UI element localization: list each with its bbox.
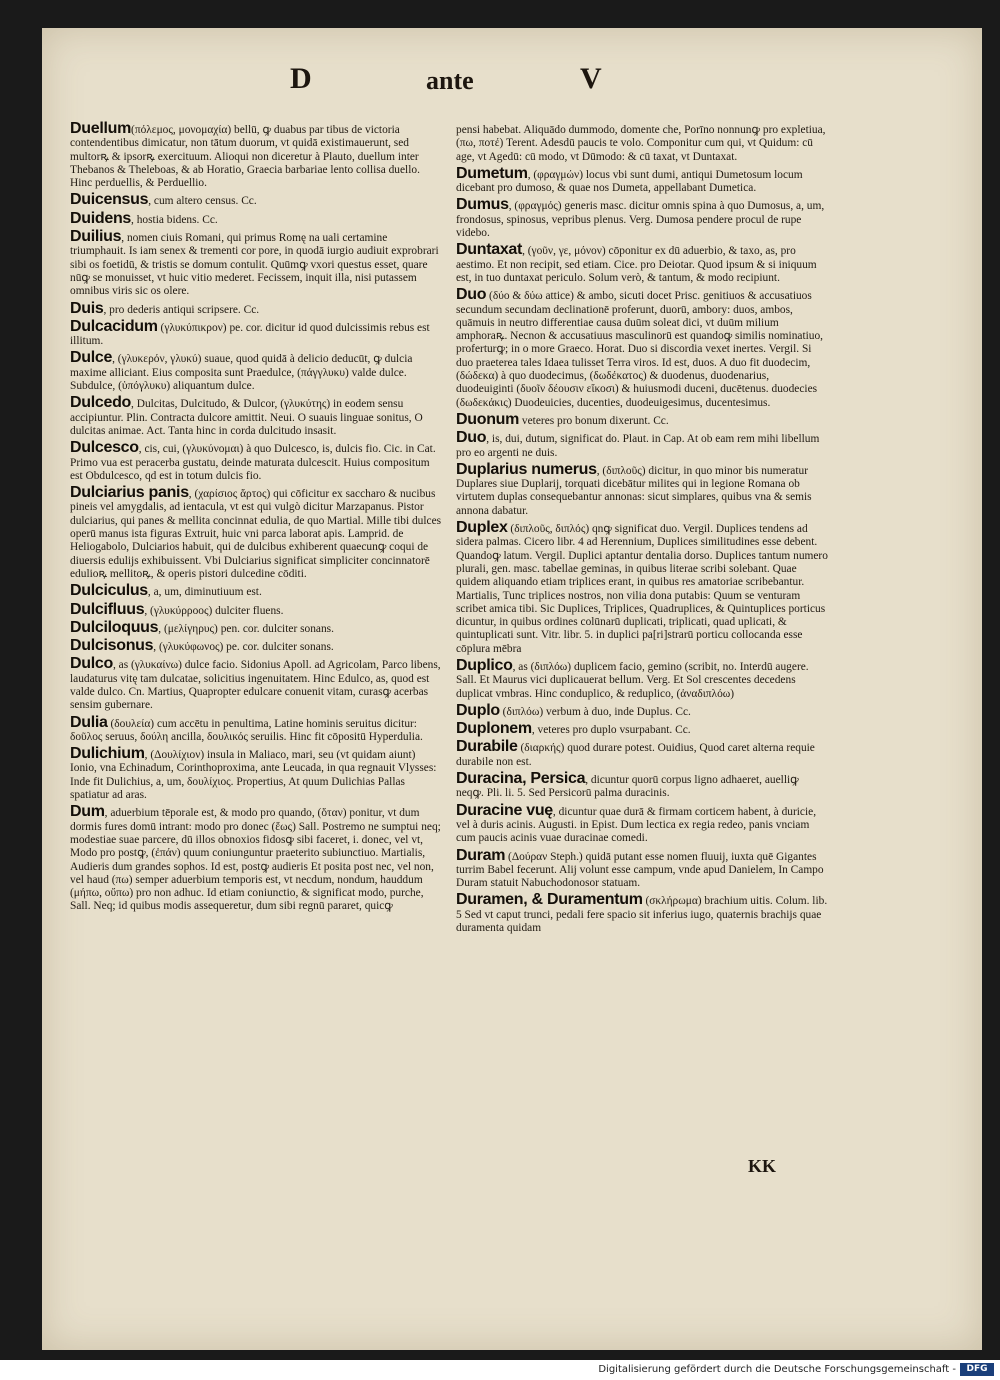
- entry-headword: Dulcacidum: [70, 317, 158, 335]
- entry-text: , cis, cui, (γλυκύνομαι) à quo Dulcesco, is, dulcis fio. Cic. in Cat. Primo vua est peracerba gustatu, deinde maturata dulcescit. Huius compositum est Obdulcesco, qd est in totum dulcis fio.: [70, 443, 436, 482]
- entry-headword: Dumetum: [456, 164, 528, 182]
- entry-text: (διπλόω) verbum à duo, inde Duplus. Cc.: [499, 705, 691, 718]
- entry-headword: Dulcedo: [70, 394, 132, 412]
- dictionary-entry: [70, 396, 442, 438]
- entry-headword: Dulciarius panis: [70, 484, 189, 502]
- right-column: [456, 122, 828, 938]
- dictionary-entry: [70, 317, 442, 349]
- entry-headword: Duo: [456, 286, 487, 304]
- dfg-logo: DFG: [960, 1363, 994, 1376]
- entry-text: , (χαρίσιος ἄρτος) qui cōficitur ex saccharo & nucibus pineis vel amygdalis, ad ientacula, vt est qui vulgò dicitur Marzapanus. Pistor dulciarius, qui panes & mellita concinnat edulia, de quo Martial. Mille tibi dulces operū manus ista figuras Extruit, huic vni parca laborat apis. Lamprid. de Heliogabolo, Dulciarios habuit, qui de dulcibus exhiberent quaecunꝙ coqui de diuersis edulijs exhibuissent. Vbi Dulciarius significat simpliciter concinnatorē edulioꝶ mellitoꝶ, & operis pistori dulcedine cōditi.: [70, 488, 442, 580]
- dictionary-entry: [456, 656, 828, 701]
- entry-headword: Duellum: [70, 120, 132, 137]
- entry-headword: Dulciculus: [70, 582, 148, 600]
- dictionary-entry: [456, 521, 828, 656]
- entry-headword: Duicensus: [70, 191, 149, 209]
- entry-text: pensi habebat. Aliquādo dummodo, domente che, Porīno nonnunꝙ pro expletiua, (πω, ποτέ) Terent. Adesdū paucis te volo. Componitur cum qui, vt Quidum: cū age, vt Agedū: cū modo, vt Dūmodo: & cū taxat, vt Duntaxat.: [456, 124, 826, 163]
- dictionary-entry: [456, 893, 828, 935]
- entry-headword: Dum: [70, 803, 105, 821]
- entry-headword: Durabile: [456, 738, 518, 756]
- dictionary-entry: [70, 209, 442, 227]
- dictionary-entry: [70, 618, 442, 636]
- running-head-middle: ante: [426, 66, 474, 95]
- entry-text: (διπλοῦς, διπλός) qnꝙ significat duo. Vergil. Duplices tendens ad sidera palmas. Cicero libr. 4 ad Herennium, Duplices similitudines esse debent. Quandoꝙ latum. Vergil. Duplici aptantur dentalia dorso. Duplices tantum numero plurali, gen. masc. tabellae geminas, in quibus literae scribi solebant. Quae quidem aliquando etiam triplices erant, in quibus res amatoriae scribebantur. Martialis, Tunc triplices nostros, non vilia dona putabis: Quum se venturam scribet amica tibi. Sic Duplices, Triplices, Quadruplices, & Quintuplices porticus dicuntur, in quibus ordines colūnarū duplicati, triplicati, quad uplicati, & quintuplicati sunt. Vitr. libr. 5. in duplici pa[ri]strarū porticu collocanda esse cōplura mēbra: [456, 523, 828, 655]
- entry-text: , aduerbium tēporale est, & modo pro quando, (ὅταν) ponitur, vt dum dormis fures domū intrant: modo pro donec (ἕως) Sall. Postremo ne sumptui neq; modestiae suae parcere, dū illos obnoxios fidosꝙ sibi faceret, i. donec, vel vt, Modo pro postꝙ, (ἐπάν) quum coniunguntur praeterito subiunctiuo. Martialis, Audieris dum grandes sophos. Id est, postꝙ audieris Et posita post nec, vel non, vel haud (πω) semper aduerbium temporis est, vt necdum, nondum, hauddum (μήπω, οὔπω) pro non adhuc. Id etiam coniunctio, & significat modo, purche, Sall. Neq; id quibus modis assequeretur, dum sibi regnū pararet, quicꝙ: [70, 807, 441, 913]
- entry-text: (Δούραν Steph.) quidā putant esse nomen fluuij, iuxta quē Gigantes turrim Babel fecerunt. Alij volunt esse campum, vnde apud Danielem, In Campo Duram statuit Nabuchodonosor statuam.: [456, 850, 824, 890]
- entry-text: veteres pro bonum dixerunt. Cc.: [519, 414, 669, 427]
- entry-headword: Duplo: [456, 701, 500, 719]
- dictionary-entry: [70, 193, 442, 208]
- dictionary-entry: [456, 846, 828, 891]
- entry-text: , (φραγμών) locus vbi sunt dumi, antiqui Dumetosum locum dicebant pro dumoso, & quae nos Dumeta, appellabant Dumetica.: [456, 168, 803, 195]
- dictionary-entry: [456, 460, 828, 518]
- entry-headword: Duplarius numerus: [456, 460, 597, 478]
- dictionary-entry: [70, 639, 442, 654]
- left-column: [70, 122, 442, 917]
- entry-headword: Duplex: [456, 519, 508, 537]
- dictionary-entry: [70, 441, 442, 483]
- entry-headword: Duo: [456, 429, 487, 447]
- entry-headword: Dulcesco: [70, 439, 139, 457]
- dictionary-entry: [456, 701, 828, 719]
- dictionary-entry: [70, 747, 442, 802]
- entry-headword: Dulce: [70, 349, 113, 367]
- entry-text: (δύο & δύω attice) & ambo, sicuti docet Prisc. genitiuos & accusatiuos secundum secundam declinationē proferunt, duorū, ambory: duos, ambos, quāmuis in neutro differentiae causa duūm soleat dici, vt duūm milium amphoraꝶ. Necnon & accusatiuus masculinorū est quandoꝙ similis nominatiuo, proferturꝙ; in o more Graeco. Horat. Duo si discordia vexet inertes. Vergil. Si duo praeterea tales Idaea tulisset Terra viros. Id est, duos. A duo fit duodecim, (δώδεκα) à quo duodecimus, (δωδέκατος) & duodenus, duodenarius, duodeuiginti (δυοῖν δέουσιν εἴκοσι) & huiusmodi duceni, ducētenus. duodecies (δωδεκάκις) Duodeuicies, ducenties, duodeuigesimus, ducentesimus.: [456, 290, 824, 409]
- entry-headword: Dulco: [70, 655, 113, 673]
- dictionary-entry: [70, 351, 442, 393]
- dictionary-entry: [70, 122, 442, 190]
- entry-text: , is, dui, dutum, significat do. Plaut. in Cap. At ob eam rem mihi libellum pro eo argenti ne duis.: [456, 433, 820, 459]
- entry-text: , (γοῦν, γε, μόνον) cōponitur ex dū aduerbio, & taxo, as, pro aestimo. Et non recipit, sed etiam. Cice. pro Deiotar. Quod ipsum & si iniquum est, in tuo duntaxat periculo. Solum verò, & tantum, & modo recipiunt.: [456, 245, 817, 284]
- entry-headword: Dulcisonus: [70, 637, 154, 655]
- entry-text: , (διπλοῦς) dicitur, in quo minor bis numeratur Duplares siue Duplarij, torquati dicebātur milites qui in legione Romana ob virtutem duplas consequebantur annonas: sicut simplares, quibus vna & semis annona dabatur.: [456, 464, 812, 517]
- entry-text: (διαρκής) quod durare potest. Ouidius, Quod caret alterna requie durabile non est.: [456, 742, 815, 768]
- entry-headword: Duplonem: [456, 720, 532, 738]
- entry-headword: Duramen, & Duramentum: [456, 891, 643, 909]
- entry-headword: Duidens: [70, 209, 132, 227]
- entry-headword: Duplico: [456, 656, 513, 674]
- entry-text: , (γλυκερόν, γλυκύ) suaue, quod quidā à delicio deducūt, ꝙ dulcia maxime alliciant. Eius composita sunt Praedulce, (πάγγλυκυ) valde dulce. Subdulce, (ὑπόγλυκυ) aliquantum dulce.: [70, 353, 413, 393]
- entry-headword: Dumus: [456, 196, 509, 214]
- dictionary-entry: [70, 299, 442, 317]
- entry-headword: Dulichium: [70, 745, 145, 763]
- entry-text: , cum altero census. Cc.: [148, 195, 257, 208]
- dictionary-entry: [456, 122, 828, 164]
- entry-headword: Duis: [70, 299, 104, 317]
- entry-headword: Dulcifluus: [70, 600, 145, 618]
- dictionary-entry: [456, 722, 828, 737]
- footer: [0, 1360, 1000, 1380]
- entry-text: , dicuntur quorū corpus ligno adhaeret, auelliꝙ neqꝙ. Pli. li. 5. Sed Persicorū palma duracinis.: [456, 774, 799, 800]
- running-head: [42, 62, 982, 102]
- entry-text: , as (διπλόω) duplicem facio, gemino (scribit, no. Interdū augere. Sall. Et Maurus vici duplicauerat bellum. Verg. Et Sol crescentes decedens duplicat vmbras. Hinc conduplico, & reduplico, (ἀναδιπλόω): [456, 660, 809, 700]
- entry-text: , a, um, diminutiuum est.: [147, 586, 262, 599]
- entry-headword: Duntaxat: [456, 241, 523, 259]
- entry-headword: Duracine vuę: [456, 801, 553, 819]
- entry-headword: Duonum: [456, 410, 520, 428]
- entry-headword: Dulia: [70, 713, 108, 731]
- dictionary-entry: [456, 164, 828, 196]
- entry-headword: Duilius: [70, 228, 122, 246]
- entry-text: , hostia bidens. Cc.: [131, 213, 218, 226]
- dictionary-entry: [456, 243, 828, 285]
- dictionary-entry: [70, 657, 442, 712]
- entry-text: , (μελίγηρυς) pen. cor. dulciter sonans.: [158, 622, 334, 635]
- dictionary-entry: [70, 713, 442, 745]
- entry-text: , (φραγμός) generis masc. dicitur omnis spina à quo Dumosus, a, um, frondosus, spinosus, vepribus plenus. Verg. Dumosa pendere procul de rupe videbo.: [456, 200, 825, 240]
- entry-text: , pro dederis antiqui scripsere. Cc.: [103, 303, 260, 316]
- dictionary-entry: [70, 486, 442, 581]
- scanned-page: [42, 28, 982, 1350]
- entry-headword: Duracina, Persica: [456, 770, 586, 788]
- dictionary-entry: [456, 288, 828, 410]
- dictionary-entry: [70, 600, 442, 618]
- running-head-left: D: [290, 62, 312, 95]
- dictionary-entry: [70, 230, 442, 298]
- entry-text: , Dulcitas, Dulcitudo, & Dulcor, (γλυκύτης) in eodem sensu accipiuntur. Plin. Contracta dulcore amittit. Neui. O suauis linguae sonitus, O dulcitas animae. Act. Tanta hinc in corda dulcitudo insasit.: [70, 398, 423, 437]
- entry-text: , dicuntur quae durā & firmam corticem habent, à duricie, vel à duris acinis. Augusti. in Epist. Dum lectica ex regia redeo, panis vnciam cum paucis acinis vuae duracinae comedi.: [456, 805, 817, 845]
- entry-text: , (Δουλίχιον) insula in Maliaco, mari, seu (vt quidam aiunt) Ionio, vna Echinadum, Corinthoproxima, ante Leucada, in qua regnauit Vlysses: Inde fit Dulichius, a, um, δουλίχιος. Propertius, At quum Dulichias Pallas spatiatur ad aras.: [70, 749, 437, 802]
- dictionary-entry: [70, 584, 442, 599]
- dictionary-entry: [456, 198, 828, 240]
- entry-text: (γλυκύπικρον) pe. cor. dicitur id quod dulcissimis rebus est illitum.: [70, 321, 430, 348]
- entry-text: , (γλυκύρροος) dulciter fluens.: [144, 604, 284, 617]
- entry-text: (σκλήρωμα) brachium uitis. Colum. lib. 5 Sed vt caput trunci, pedali fere spacio sit inferius iugo, quaternis brachijs quae duramenta quidam: [456, 895, 828, 935]
- running-head-right: V: [580, 62, 602, 95]
- entry-text: , veteres pro duplo vsurpabant. Cc.: [531, 724, 691, 737]
- entry-text: , nomen ciuis Romani, qui primus Romę na uali certamine triumphauit. Is iam senex & trementi cor pore, in quodā iurgio audiuit exprobrari sibi os foetidū, & tristis se domum contulit. Quūmꝙ vxori questus esset, quare nūꝙ se monuisset, vt huic vitio mederet. Fecissem, inquit illa, nisi putassem omnibus viris sic os olere.: [70, 232, 439, 298]
- entry-text: (δουλεία) cum accētu in penultima, Latine hominis seruitus dicitur: δοῦλος seruus, δούλη ancilla, δουλικός seruilis. Hinc fit cōpositū Hyperdulia.: [70, 717, 423, 743]
- dictionary-entry: [456, 431, 828, 460]
- footer-credit: Digitalisierung gefördert durch die Deutsche Forschungsgemeinschaft -: [598, 1364, 956, 1375]
- entry-text: , (γλυκύφωνος) pe. cor. dulciter sonans.: [153, 641, 334, 654]
- dictionary-entry: [456, 740, 828, 769]
- dictionary-entry: [70, 805, 442, 913]
- catchword: KK: [748, 1156, 777, 1176]
- entry-text: (πόλεμος, μονομαχία) bellū, ꝙ duabus par tibus de victoria contendentibus dimicatur, non tātum duorum, vt quidā existimauerunt, sed multorꝶ & ipsorꝶ exercituum. Alioqui non diceretur à Plauto, duellum inter Thebanos & Theleboas, & ab Horatio, Graecia barbariae lento collisa duello. Hinc perduellis, & Perduellio.: [70, 124, 420, 190]
- dictionary-entry: [456, 410, 828, 428]
- dictionary-entry: [456, 772, 828, 801]
- entry-headword: Duram: [456, 846, 506, 864]
- entry-text: , as (γλυκαίνω) dulce facio. Sidonius Apoll. ad Agricolam, Parco libens, laudaturus vitę tam dulcatae, solicitius ingenuitatem. Hinc Edulco, as, quod est valde dulco. Cn. Martius, Quapropter edulcare conuenit vitam, curasꝙ acerbas sensim gubernare.: [70, 659, 441, 712]
- dictionary-entry: [456, 801, 828, 846]
- entry-headword: Dulciloquus: [70, 618, 159, 636]
